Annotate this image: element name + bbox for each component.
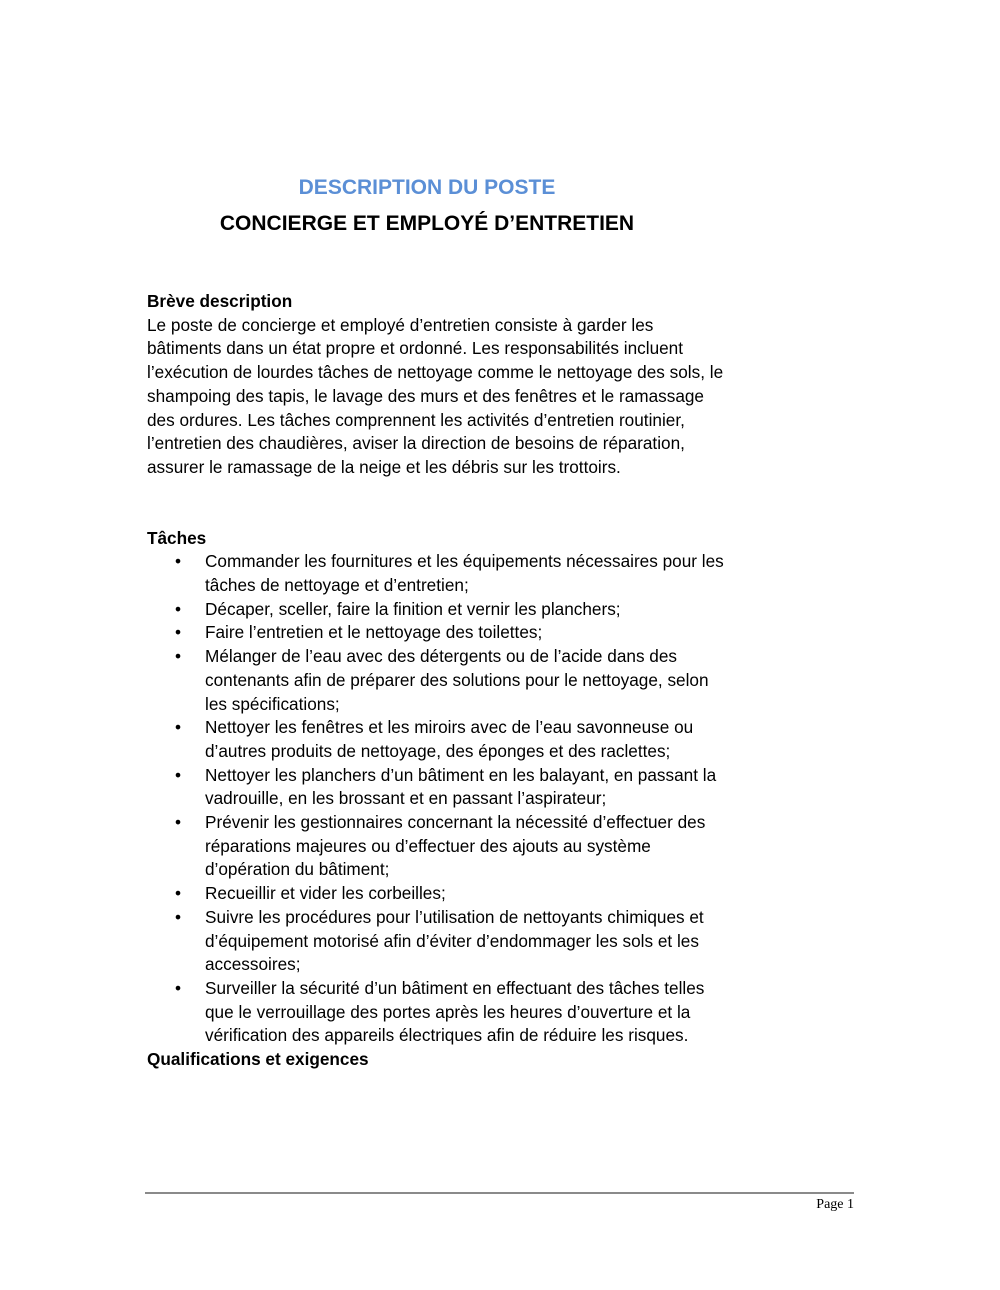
task-text: Prévenir les gestionnaires concernant la nécessité d’effectuer des réparations majeures ou d’effectuer des ajouts au système d’opération du bâtiment; bbox=[205, 812, 706, 880]
list-item bbox=[147, 977, 727, 1048]
qualifications-section bbox=[147, 1048, 727, 1072]
document-body bbox=[147, 290, 727, 1072]
task-text: Surveiller la sécurité d’un bâtiment en effectuant des tâches telles que le verrouillage des portes après les heures d’ouverture et la vérification des appareils électriques afin de réduire les risques. bbox=[205, 977, 705, 1046]
brief-description-text: Le poste de concierge et employé d’entretien consiste à garder les bâtiments dans un état propre et ordonné. Les responsabilités incluent l’exécution de lourdes tâches de nettoyage comme le nettoyage des sols, le shampoing des tapis, le lavage des murs et des fenêtres et le ramassage des ordures. Les tâches comprennent les activités d’entretien routinier, l’entretien des chaudières, aviser la direction de besoins de réparation, assurer le ramassage de la neige et les débris sur les trottoirs. bbox=[147, 314, 724, 477]
list-item bbox=[147, 906, 727, 977]
section-spacer bbox=[147, 480, 727, 527]
list-item bbox=[147, 598, 727, 622]
footer-divider bbox=[145, 1192, 854, 1194]
list-item bbox=[147, 550, 727, 597]
bullet-icon: • bbox=[175, 717, 182, 738]
list-item bbox=[147, 716, 727, 763]
qualifications-heading: Qualifications et exigences bbox=[147, 1049, 369, 1070]
list-item bbox=[147, 621, 727, 645]
task-text: Faire l’entretien et le nettoyage des toilettes; bbox=[205, 622, 543, 643]
bullet-icon: • bbox=[175, 764, 182, 785]
bullet-icon: • bbox=[175, 622, 182, 643]
task-text: Recueillir et vider les corbeilles; bbox=[205, 883, 446, 904]
bullet-icon: • bbox=[175, 812, 182, 833]
list-item bbox=[147, 811, 727, 882]
bullet-icon: • bbox=[175, 551, 182, 572]
bullet-icon: • bbox=[175, 883, 182, 904]
tasks-section bbox=[147, 527, 727, 1048]
list-item bbox=[147, 764, 727, 811]
list-item bbox=[147, 882, 727, 906]
bullet-icon: • bbox=[175, 977, 182, 998]
task-text: Suivre les procédures pour l’utilisation de nettoyants chimiques et d’équipement motorisé afin d’éviter d’endommager les sols et les accessoires; bbox=[205, 906, 704, 975]
document-title: DESCRIPTION DU POSTE bbox=[298, 176, 556, 199]
page-number: Page 1 bbox=[816, 1197, 854, 1212]
bullet-icon: • bbox=[175, 646, 182, 667]
task-text: Décaper, sceller, faire la finition et vernir les planchers; bbox=[205, 598, 621, 619]
task-list bbox=[147, 550, 727, 1048]
brief-description-heading: Brève description bbox=[147, 291, 293, 311]
tasks-heading: Tâches bbox=[147, 527, 207, 548]
bullet-icon: • bbox=[175, 598, 182, 619]
task-text: Nettoyer les fenêtres et les miroirs avec de l’eau savonneuse ou d’autres produits de nettoyage, des éponges et des raclettes; bbox=[205, 717, 694, 761]
bullet-icon: • bbox=[175, 906, 182, 927]
task-text: Mélanger de l’eau avec des détergents ou de l’acide dans des contenants afin de préparer des solutions pour le nettoyage, selon les spécifications; bbox=[205, 646, 709, 714]
list-item bbox=[147, 645, 727, 716]
task-text: Commander les fournitures et les équipements nécessaires pour les tâches de nettoyage et d’entretien; bbox=[205, 551, 724, 596]
job-title: CONCIERGE ET EMPLOYÉ D’ENTRETIEN bbox=[219, 212, 635, 235]
task-text: Nettoyer les planchers d’un bâtiment en les balayant, en passant la vadrouille, en les brossant et en passant l’aspirateur; bbox=[205, 764, 717, 809]
brief-description-section bbox=[147, 290, 727, 480]
